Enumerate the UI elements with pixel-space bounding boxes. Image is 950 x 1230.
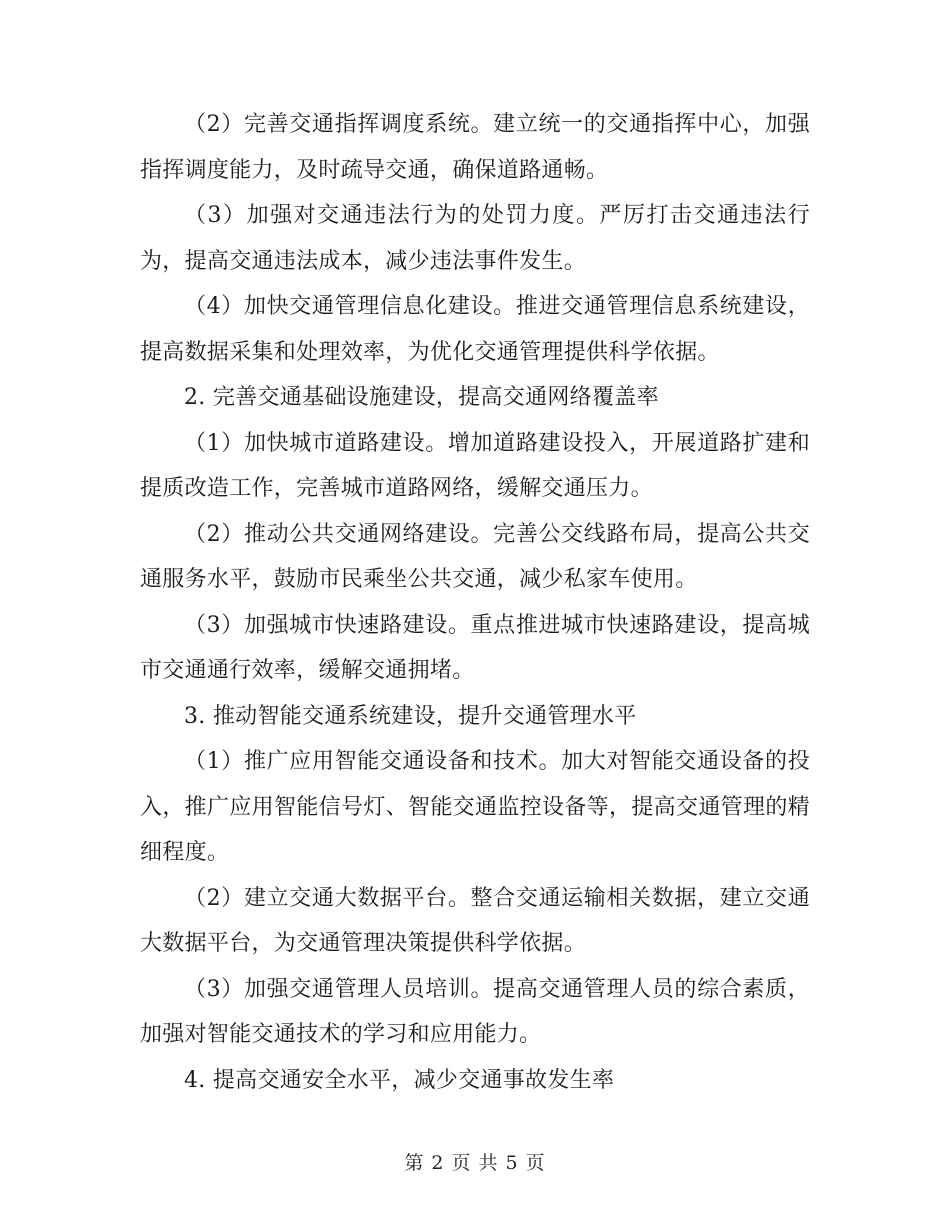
paragraph: （2）完善交通指挥调度系统。建立统一的交通指挥中心，加强指挥调度能力，及时疏导交通，确保道路通畅。 — [140, 112, 810, 183]
paragraph: （2）推动公共交通网络建设。完善公交线路布局，提高公共交通服务水平，鼓励市民乘坐公共交通，减少私家车使用。 — [140, 521, 810, 592]
paragraph: （4）加快交通管理信息化建设。推进交通管理信息系统建设，提高数据采集和处理效率，为优化交通管理提供科学依据。 — [140, 294, 810, 365]
page-number-footer: 第 2 页 共 5 页 — [404, 1152, 546, 1174]
paragraph: （2）建立交通大数据平台。整合交通运输相关数据，建立交通大数据平台，为交通管理决策提供科学依据。 — [140, 885, 810, 956]
paragraph: （3）加强交通管理人员培训。提高交通管理人员的综合素质，加强对智能交通技术的学习和应用能力。 — [140, 976, 810, 1047]
paragraph: （1）推广应用智能交通设备和技术。加大对智能交通设备的投入，推广应用智能信号灯、智能交通监控设备等，提高交通管理的精细程度。 — [140, 749, 810, 865]
section-heading: 4. 提高交通安全水平，减少交通事故发生率 — [184, 1067, 615, 1093]
document-body — [140, 102, 810, 1103]
paragraph: （3）加强对交通违法行为的处罚力度。严厉打击交通违法行为，提高交通违法成本，减少违法事件发生。 — [140, 203, 810, 274]
section-heading: 3. 推动智能交通系统建设，提升交通管理水平 — [184, 703, 637, 729]
section-heading: 2. 完善交通基础设施建设，提高交通网络覆盖率 — [184, 385, 659, 410]
paragraph: （3）加强城市快速路建设。重点推进城市快速路建设，提高城市交通通行效率，缓解交通拥堵。 — [140, 612, 810, 683]
paragraph: （1）加快城市道路建设。增加道路建设投入，开展道路扩建和提质改造工作，完善城市道路网络，缓解交通压力。 — [140, 430, 810, 501]
